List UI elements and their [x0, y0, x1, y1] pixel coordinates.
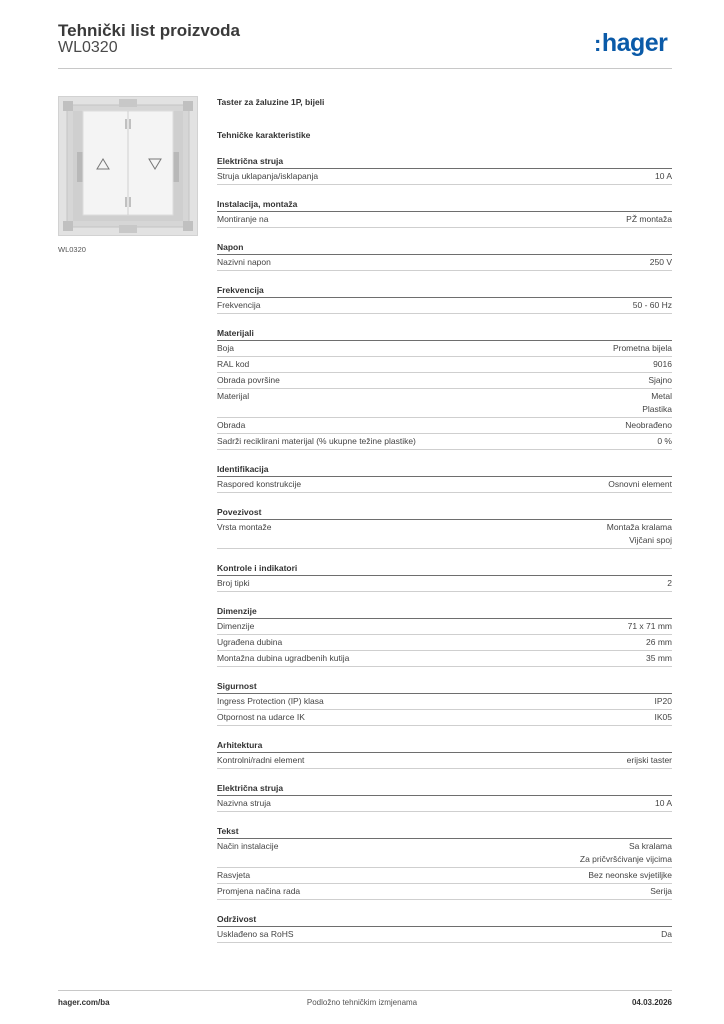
spec-label: Kontrolni/radni element	[217, 755, 305, 765]
spec-section	[217, 506, 672, 549]
spec-row	[217, 884, 672, 900]
spec-row	[217, 520, 672, 549]
section-title: Materijali	[217, 327, 672, 341]
spec-label: Rasvjeta	[217, 870, 251, 880]
hager-logo[interactable]	[594, 29, 667, 58]
spec-label: Dimenzije	[217, 621, 255, 631]
spec-row	[217, 357, 672, 373]
spec-label: Materijal	[217, 391, 250, 401]
spec-section	[217, 680, 672, 726]
spec-row	[217, 212, 672, 228]
section-title: Arhitektura	[217, 739, 672, 753]
spec-section	[217, 241, 672, 271]
section-title: Instalacija, montaža	[217, 198, 672, 212]
spec-row	[217, 619, 672, 635]
spec-content	[217, 96, 672, 943]
spec-value: 35 mm	[646, 653, 672, 663]
spec-label: Sadrži reciklirani materijal (% ukupne težine plastike)	[217, 436, 416, 446]
spec-row	[217, 635, 672, 651]
spec-row	[217, 576, 672, 592]
header-divider	[58, 68, 672, 69]
spec-row	[217, 927, 672, 943]
spec-row	[217, 796, 672, 812]
section-title: Dimenzije	[217, 605, 672, 619]
spec-label: Vrsta montaže	[217, 522, 272, 532]
spec-row	[217, 169, 672, 185]
spec-section	[217, 155, 672, 185]
spec-label: Obrada	[217, 420, 246, 430]
spec-label: Montiranje na	[217, 214, 269, 224]
spec-value: 71 x 71 mm	[627, 621, 672, 631]
image-caption: WL0320	[58, 245, 86, 254]
section-title: Identifikacija	[217, 463, 672, 477]
spec-row	[217, 434, 672, 450]
blind-switch-image	[59, 97, 197, 235]
spec-row	[217, 477, 672, 493]
footer-date: 04.03.2026	[631, 998, 672, 1007]
spec-value: Sjajno	[648, 375, 672, 385]
spec-section	[217, 463, 672, 493]
spec-label: Raspored konstrukcije	[217, 479, 302, 489]
section-title: Električna struja	[217, 782, 672, 796]
page-title: Tehnički list proizvoda	[58, 21, 240, 40]
spec-label: Boja	[217, 343, 235, 353]
section-title: Kontrole i indikatori	[217, 562, 672, 576]
spec-label: Promjena načina rada	[217, 886, 301, 896]
section-title: Sigurnost	[217, 680, 672, 694]
product-image	[58, 96, 198, 236]
spec-value: Metal Plastika	[642, 391, 672, 414]
spec-section	[217, 198, 672, 228]
spec-section	[217, 284, 672, 314]
spec-value: Prometna bijela	[612, 343, 672, 353]
logo-text: hager	[601, 29, 668, 57]
product-code: WL0320	[58, 39, 118, 56]
spec-row	[217, 753, 672, 769]
spec-value: 10 A	[654, 798, 672, 808]
spec-label: Ingress Protection (IP) klasa	[217, 696, 324, 706]
footer-website[interactable]: hager.com/ba	[58, 998, 110, 1007]
spec-label: Broj tipki	[217, 578, 250, 588]
spec-value: 9016	[653, 359, 672, 369]
spec-label: Nazivni napon	[217, 257, 271, 267]
spec-row	[217, 389, 672, 418]
spec-label: Otpornost na udarce IK	[217, 712, 305, 722]
spec-row	[217, 839, 672, 868]
tech-heading: Tehničke karakteristike	[217, 130, 311, 140]
spec-row	[217, 341, 672, 357]
section-title: Tekst	[217, 825, 672, 839]
spec-section	[217, 562, 672, 592]
spec-row	[217, 710, 672, 726]
spec-value: Osnovni element	[608, 479, 672, 489]
spec-label: Montažna dubina ugradbenih kutija	[217, 653, 350, 663]
spec-value: Bez neonske svjetiljke	[588, 870, 672, 880]
spec-row	[217, 255, 672, 271]
spec-label: Ugrađena dubina	[217, 637, 283, 647]
spec-value: erijski taster	[626, 755, 672, 765]
spec-label: Usklađeno sa RoHS	[217, 929, 294, 939]
spec-value: 250 V	[649, 257, 672, 267]
spec-value: 2	[667, 578, 672, 588]
product-name: Taster za žaluzine 1P, bijeli	[217, 97, 325, 107]
spec-row	[217, 694, 672, 710]
spec-value: Da	[661, 929, 672, 939]
spec-value: Serija	[650, 886, 672, 896]
footer-divider	[58, 990, 672, 991]
spec-row	[217, 418, 672, 434]
spec-value: IK05	[654, 712, 672, 722]
spec-sections	[217, 155, 672, 943]
spec-value: 50 - 60 Hz	[632, 300, 672, 310]
section-title: Održivost	[217, 913, 672, 927]
spec-value: 10 A	[654, 171, 672, 181]
spec-row	[217, 373, 672, 389]
spec-value: Sa kralama Za pričvršćivanje vijcima	[579, 841, 672, 864]
footer-notice: Podložno tehničkim izmjenama	[306, 998, 418, 1007]
spec-label: Struja uklapanja/isklapanja	[217, 171, 319, 181]
spec-label: Frekvencija	[217, 300, 261, 310]
spec-value: PŽ montaža	[626, 214, 672, 224]
spec-section	[217, 327, 672, 450]
logo-colon: :	[594, 31, 601, 56]
section-title: Električna struja	[217, 155, 672, 169]
spec-section	[217, 605, 672, 667]
spec-row	[217, 868, 672, 884]
spec-section	[217, 782, 672, 812]
spec-section	[217, 739, 672, 769]
spec-value: Montaža kralama Vijčani spoj	[606, 522, 672, 545]
section-title: Frekvencija	[217, 284, 672, 298]
spec-row	[217, 298, 672, 314]
spec-label: Način instalacije	[217, 841, 279, 851]
spec-value: Neobrađeno	[625, 420, 672, 430]
spec-label: Nazivna struja	[217, 798, 271, 808]
spec-label: RAL kod	[217, 359, 250, 369]
spec-section	[217, 913, 672, 943]
section-title: Povezivost	[217, 506, 672, 520]
spec-value: 26 mm	[646, 637, 672, 647]
spec-row	[217, 651, 672, 667]
spec-label: Obrada površine	[217, 375, 280, 385]
spec-value: 0 %	[657, 436, 672, 446]
section-title: Napon	[217, 241, 672, 255]
spec-section	[217, 825, 672, 900]
spec-value: IP20	[654, 696, 672, 706]
